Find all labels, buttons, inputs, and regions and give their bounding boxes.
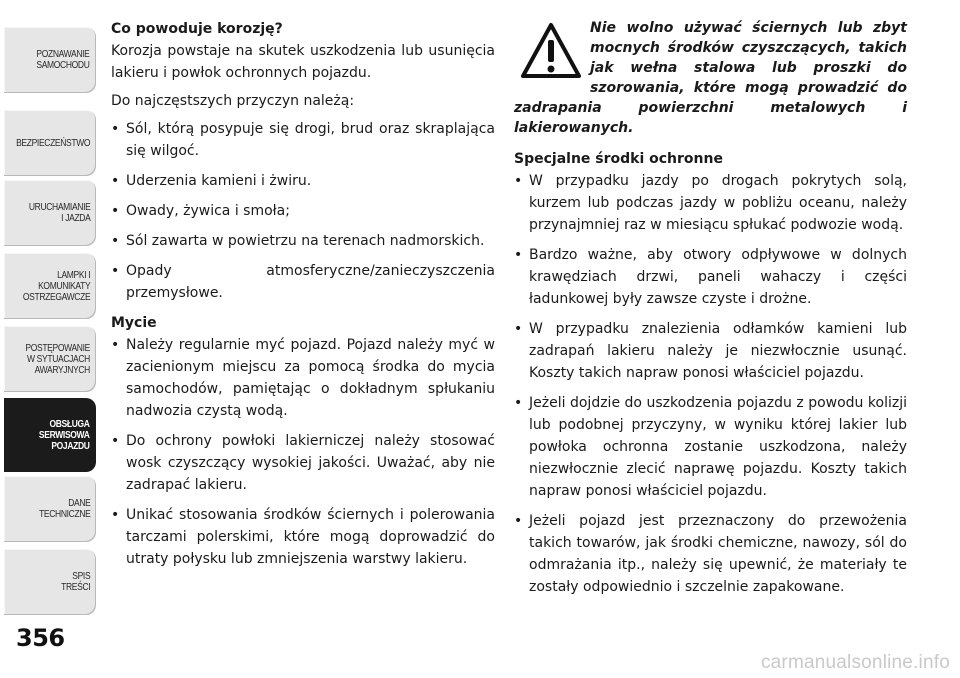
tab-uruchamianie-i-jazda[interactable]	[4, 180, 96, 246]
chapter-sidebar	[0, 0, 98, 678]
list-item: • Sól zawarta w powietrzu na terenach nadmorskich.	[111, 230, 495, 252]
tab-label: URUCHAMIANIE I JAZDA	[28, 202, 90, 224]
list-item: • W przypadku znalezienia odłamków kamieni lub zadrapań lakieru należy je niezwłocznie usunąć. Koszty takich napraw ponosi właściciel pojazdu.	[514, 318, 907, 384]
warning-triangle-icon	[520, 22, 582, 80]
tab-label: OBSŁUGA SERWISOWA POJAZDU	[39, 418, 90, 452]
list-item: • W przypadku jazdy po drogach pokrytych solą, kurzem lub podczas jazdy w pobliżu oceanu, należy przynajmniej raz w miesiącu spłukać podwozie wodą.	[514, 170, 907, 236]
tab-label: POSTĘPOWANIE W SYTUACJACH AWARYJNYCH	[25, 342, 90, 376]
section-heading-washing: Mycie	[111, 315, 157, 331]
tab-postepowanie-awaryjne[interactable]	[4, 326, 96, 392]
list-item: • Bardzo ważne, aby otwory odpływowe w dolnych krawędziach drzwi, paneli wahaczy i części ładunkowej były zawsze czyste i drożne.	[514, 244, 907, 310]
list-item: • Owady, żywica i smoła;	[111, 200, 495, 222]
warning-box	[514, 18, 907, 138]
warning-text: Nie wolno używać ściernych lub zbyt mocnych środków czyszczących, takich jak wełna stalowa lub proszki do szorowania, które mogą prowadzić do zadrapania powierzchni metalowych i lakierowanych.	[514, 20, 907, 136]
tab-spis-tresci[interactable]	[4, 549, 96, 615]
tab-dane-techniczne[interactable]	[4, 476, 96, 542]
page-number: 356	[16, 624, 65, 652]
special-protection-list	[514, 170, 907, 598]
section-heading-corrosion: Co powoduje korozję?	[111, 21, 283, 37]
list-item: • Opady atmosferyczne/zanieczyszczenia przemysłowe.	[111, 260, 495, 304]
list-item: • Uderzenia kamieni i żwiru.	[111, 170, 495, 192]
tab-lampki-i-komunikaty[interactable]	[4, 253, 96, 319]
list-item: • Jeżeli dojdzie do uszkodzenia pojazdu z powodu kolizji lub podobnej przyczyny, w wyniku której lakier lub powłoka ochronna zostanie uszkodzona, należy niezwłocznie zlecić naprawę pojazdu. Koszty takich napraw ponosi właściciel pojazdu.	[514, 392, 907, 502]
list-item: • Jeżeli pojazd jest przeznaczony do przewożenia takich towarów, jak środki chemiczne, nawozy, sól do odmrażania itp., należy się upewnić, że materiały te zostały odpowiednio i szczelnie zapakowane.	[514, 510, 907, 598]
right-column	[514, 18, 907, 606]
causes-list	[111, 118, 495, 304]
watermark: carmanualsonline.info	[760, 652, 950, 673]
section-heading-special-protection: Specjalne środki ochronne	[514, 151, 723, 167]
tab-bezpieczenstwo[interactable]	[4, 110, 96, 176]
washing-list	[111, 334, 495, 570]
tab-poznawanie-samochodu[interactable]	[4, 27, 96, 93]
tab-label: BEZPIECZEŃSTWO	[15, 137, 90, 149]
tab-label: DANE TECHNICZNE	[38, 498, 90, 520]
tab-label: POZNAWANIE SAMOCHODU	[36, 49, 90, 71]
list-item: • Do ochrony powłoki lakierniczej należy stosować wosk czyszczący wysokiej jakości. Uważać, aby nie zadrapać lakieru.	[111, 430, 495, 496]
paragraph-intro: Korozja powstaje na skutek uszkodzenia lub usunięcia lakieru i powłok ochronnych pojazdu.	[111, 43, 495, 81]
tab-label: LAMPKI I KOMUNIKATY OSTRZEGAWCZE	[22, 269, 90, 303]
list-item: • Sól, którą posypuje się drogi, brud oraz skraplająca się wilgoć.	[111, 118, 495, 162]
tab-obsluga-serwisowa[interactable]	[4, 398, 96, 472]
list-item: • Należy regularnie myć pojazd. Pojazd należy myć w zacienionym miejscu za pomocą środka do mycia samochodów, pamiętając o dokładnym spłukaniu nadwozia czystą wodą.	[111, 334, 495, 422]
list-item: • Unikać stosowania środków ściernych i polerowania tarczami polerskimi, które mogą doprowadzić do utraty połysku lub zmniejszenia warstwy lakieru.	[111, 504, 495, 570]
tab-label: SPIS TREŚCI	[60, 571, 90, 593]
left-column	[111, 18, 495, 578]
paragraph-causes-intro: Do najczęstszych przyczyn należą:	[111, 93, 355, 109]
